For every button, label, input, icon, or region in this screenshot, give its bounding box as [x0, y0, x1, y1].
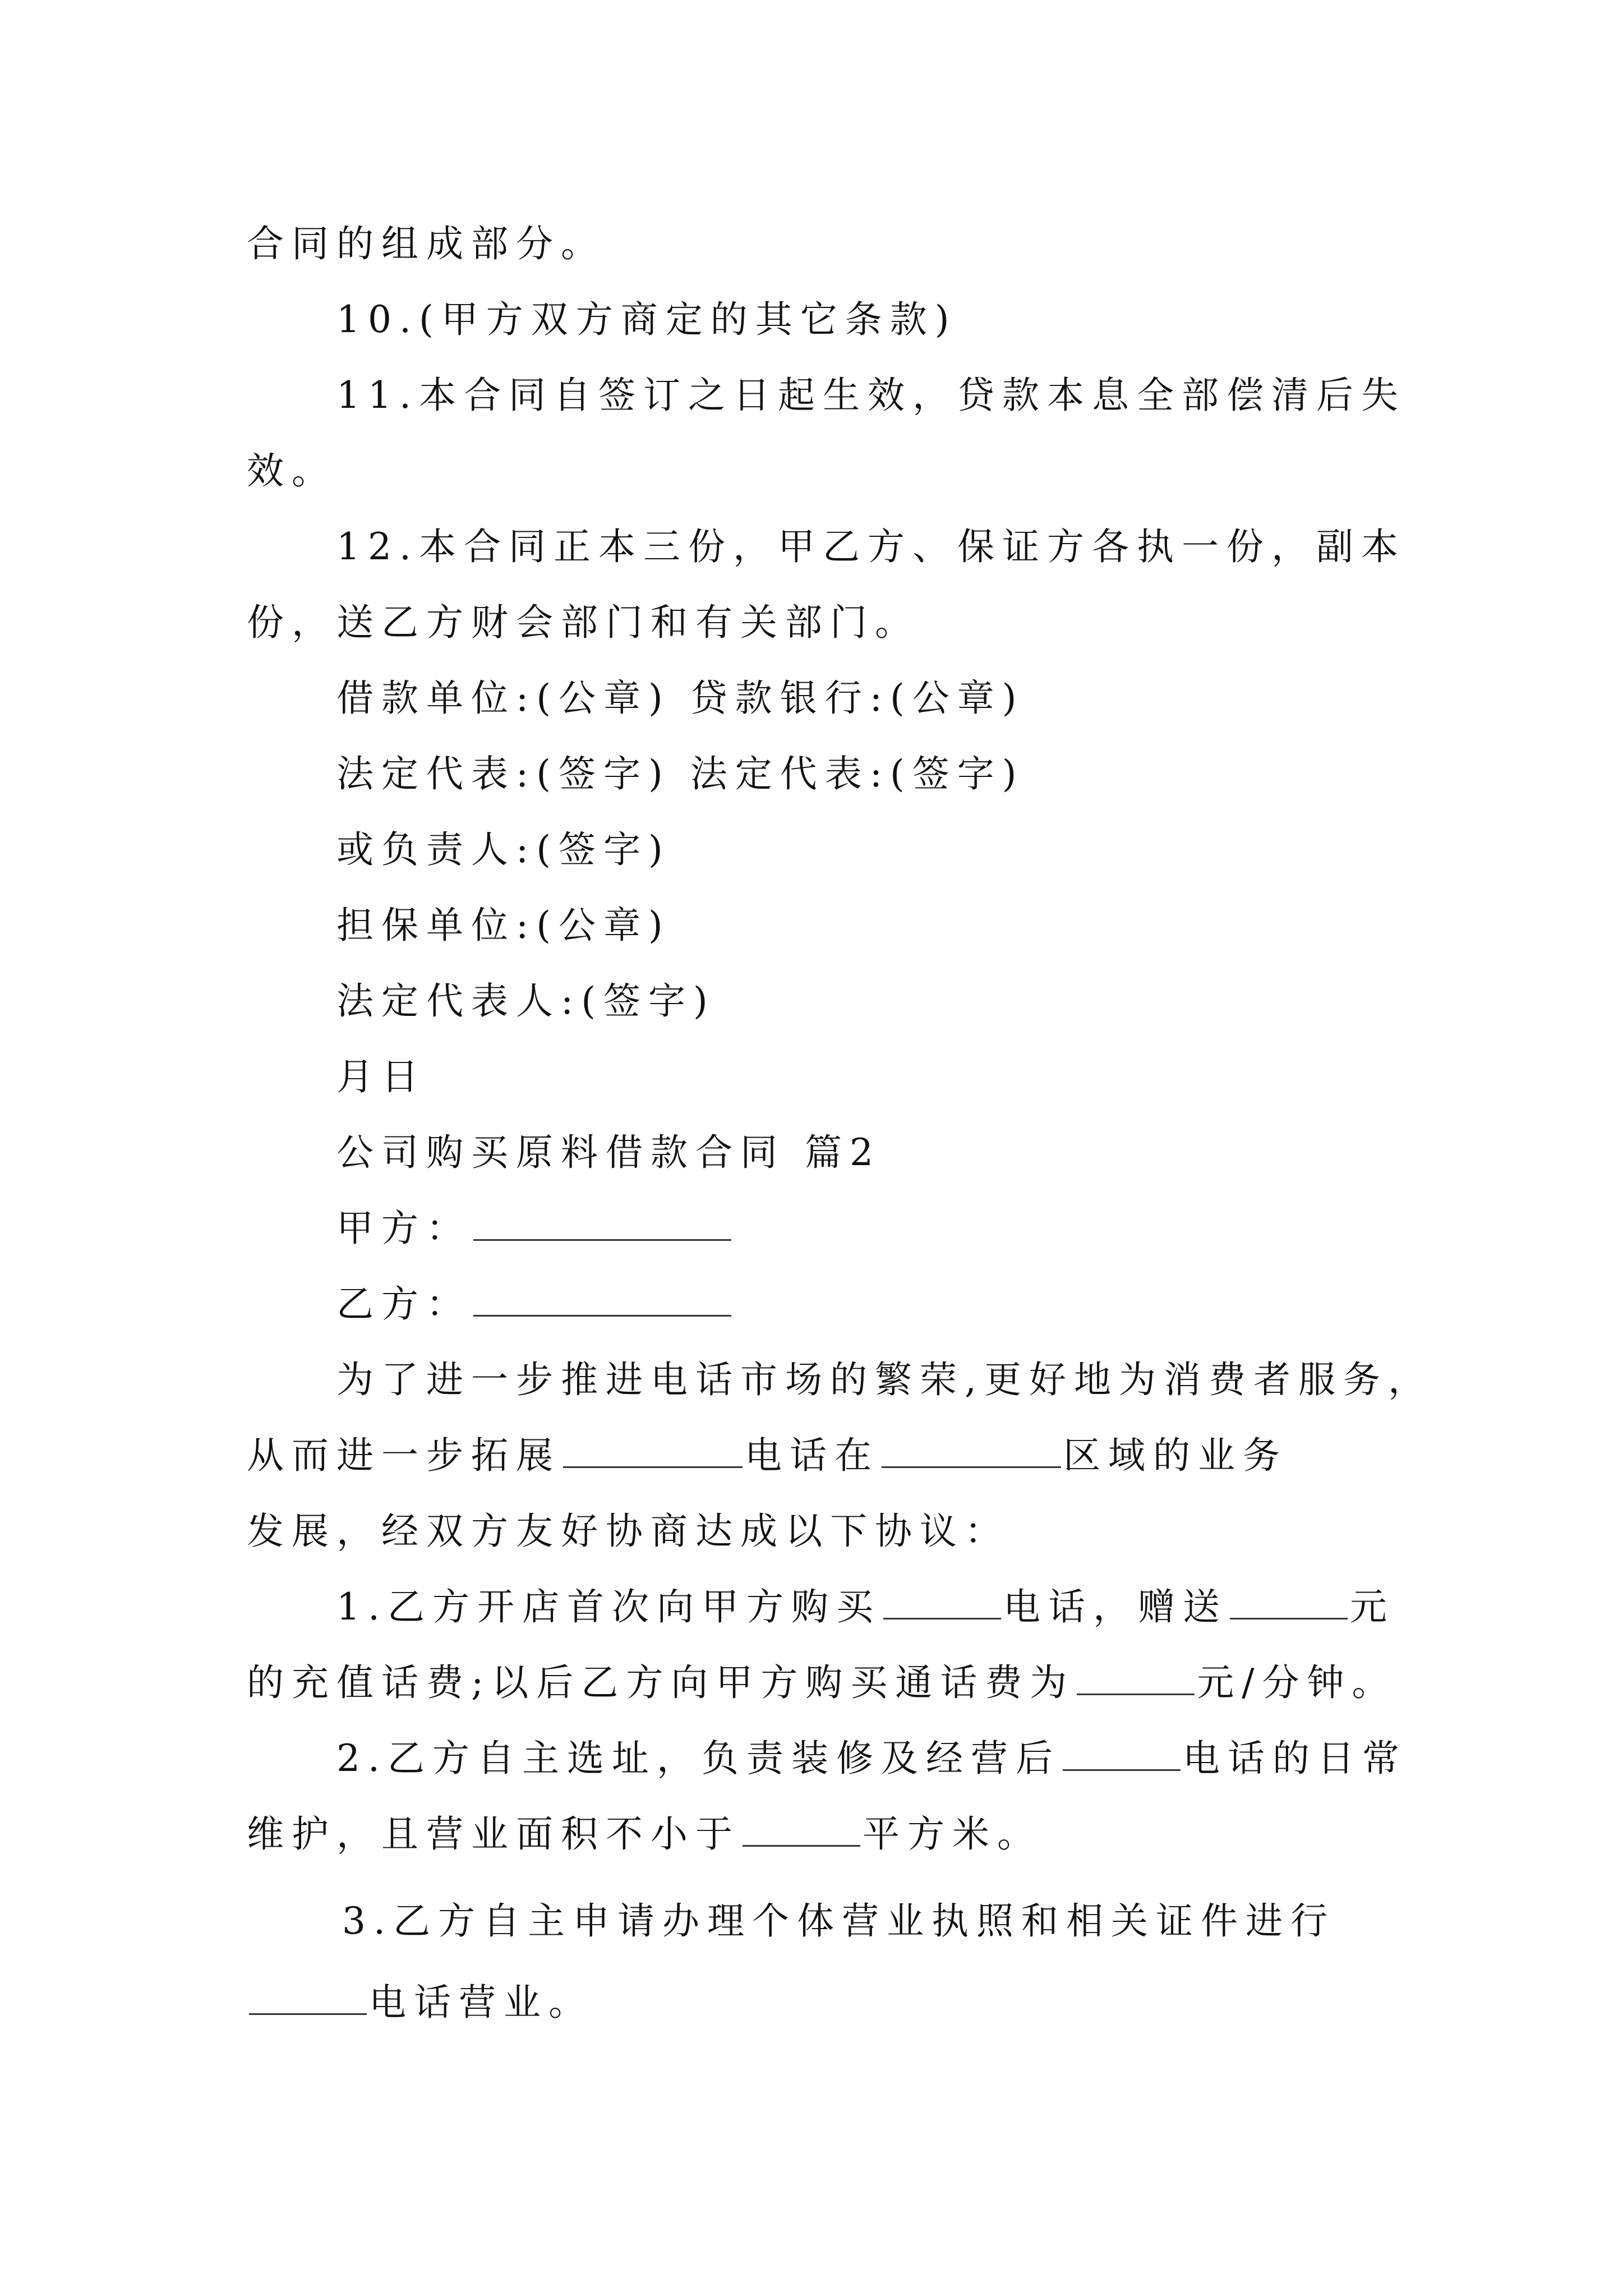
text-line: 份，送乙方财会部门和有关部门。: [247, 601, 920, 644]
item-2-line: [247, 1812, 1042, 1857]
blank-field: [563, 1434, 743, 1468]
text-fragment: 电话营业。: [369, 1981, 593, 2024]
signature-line-legal-rep: 法定代表人:(签字): [336, 979, 716, 1023]
text-fragment: 维护，且营业面积不小于: [247, 1812, 740, 1856]
clause-10: 10.(甲方双方商定的其它条款): [336, 298, 957, 341]
blank-field: [883, 1585, 1001, 1619]
party-b-label: 乙方：: [336, 1282, 471, 1326]
text-line: 合同的组成部分。: [247, 222, 606, 265]
text-fragment: 电话的日常: [1182, 1737, 1407, 1780]
party-b-blank: [473, 1282, 731, 1317]
text-fragment: 1.乙方开店首次向甲方购买: [336, 1585, 881, 1628]
text-fragment: 的充值话费;以后乙方向甲方购买通话费为: [247, 1661, 1075, 1704]
paragraph-line: 为了进一步推进电话市场的繁荣,更好地为消费者服务，: [336, 1358, 1433, 1401]
paragraph-line: 发展，经双方友好协商达成以下协议：: [247, 1510, 1009, 1553]
item-3-line: [247, 1980, 593, 2025]
blank-field: [249, 1981, 367, 2015]
paragraph-line: [247, 1433, 1288, 1478]
signature-line-guarantor: 担保单位:(公章): [336, 904, 671, 947]
item-2-line: [336, 1736, 1407, 1781]
item-1-line: [336, 1585, 1395, 1630]
signature-line-representative: 法定代表:(签字) 法定代表:(签字): [336, 752, 1025, 795]
text-fragment: 平方米。: [863, 1812, 1042, 1856]
party-b-line: [336, 1282, 734, 1327]
item-1-line: [247, 1660, 1397, 1705]
text-line: 效。: [247, 449, 336, 493]
section-heading: 公司购买原料借款合同 篇2: [336, 1131, 881, 1174]
clause-11: 11.本合同自签订之日起生效，贷款本息全部偿清后失: [336, 374, 1406, 417]
text-fragment: 元: [1349, 1585, 1395, 1628]
signature-line-borrower: 借款单位:(公章) 贷款银行:(公章): [336, 677, 1025, 720]
item-3-line: 3.乙方自主申请办理个体营业执照和相关证件进行: [342, 1899, 1335, 1943]
clause-12: 12.本合同正本三份，甲乙方、保证方各执一份，副本: [336, 525, 1406, 568]
party-a-line: [336, 1206, 734, 1251]
blank-field: [1063, 1737, 1181, 1771]
signature-line-responsible: 或负责人:(签字): [336, 828, 671, 871]
blank-field: [743, 1812, 860, 1847]
text-fragment: 从而进一步拓展: [247, 1434, 561, 1477]
party-a-blank: [473, 1207, 731, 1241]
blank-field: [1230, 1585, 1348, 1619]
text-fragment: 电话在: [745, 1434, 879, 1477]
blank-field: [882, 1434, 1061, 1468]
date-line: 月日: [336, 1055, 426, 1098]
text-fragment: 区域的业务: [1063, 1434, 1288, 1477]
blank-field: [1077, 1661, 1195, 1695]
text-fragment: 2.乙方自主选址，负责装修及经营后: [336, 1737, 1061, 1780]
text-fragment: 电话，赠送: [1003, 1585, 1228, 1628]
party-a-label: 甲方：: [336, 1207, 471, 1250]
text-fragment: 元/分钟。: [1197, 1661, 1397, 1704]
